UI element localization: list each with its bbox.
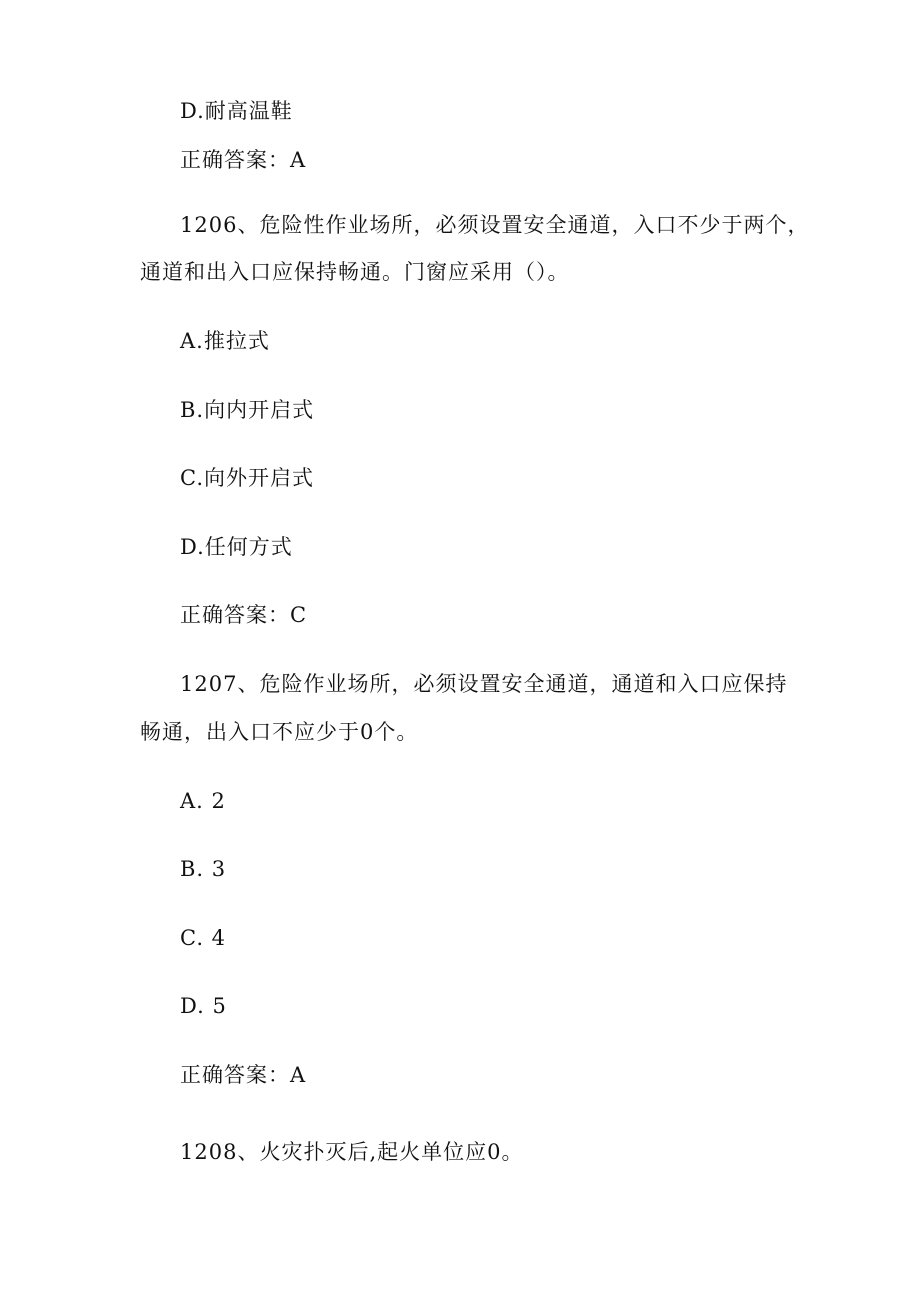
question-1206-option-b: B.向内开启式 — [180, 398, 315, 422]
question-1207-option-c: C. 4 — [180, 926, 227, 950]
answer-prev: 正确答案：A — [180, 148, 307, 172]
question-1206-stem-line1: 1206、危险性作业场所，必须设置安全通道，入口不少于两个， — [180, 213, 810, 237]
question-1207-option-b: B. 3 — [180, 857, 227, 881]
question-1208-stem-line1: 1208、火灾扑灭后,起火单位应0。 — [180, 1140, 524, 1164]
question-1206-option-c: C.向外开启式 — [180, 466, 314, 490]
question-1206-answer: 正确答案：C — [180, 603, 308, 627]
question-1206-option-d: D.任何方式 — [180, 535, 293, 559]
question-1207-stem-line2: 畅通，出入口不应少于0个。 — [140, 720, 419, 744]
question-1207-option-d: D. 5 — [180, 994, 227, 1018]
question-1207-answer: 正确答案：A — [180, 1063, 307, 1087]
question-1207-stem-line1: 1207、危险作业场所，必须设置安全通道，通道和入口应保持 — [180, 672, 788, 696]
question-1206-option-a: A.推拉式 — [180, 329, 270, 353]
question-1206-stem-line2: 通道和出入口应保持畅通。门窗应采用（）。 — [140, 260, 570, 284]
question-1207-option-a: A. 2 — [180, 789, 226, 813]
option-d-prev: D.耐高温鞋 — [180, 99, 293, 123]
